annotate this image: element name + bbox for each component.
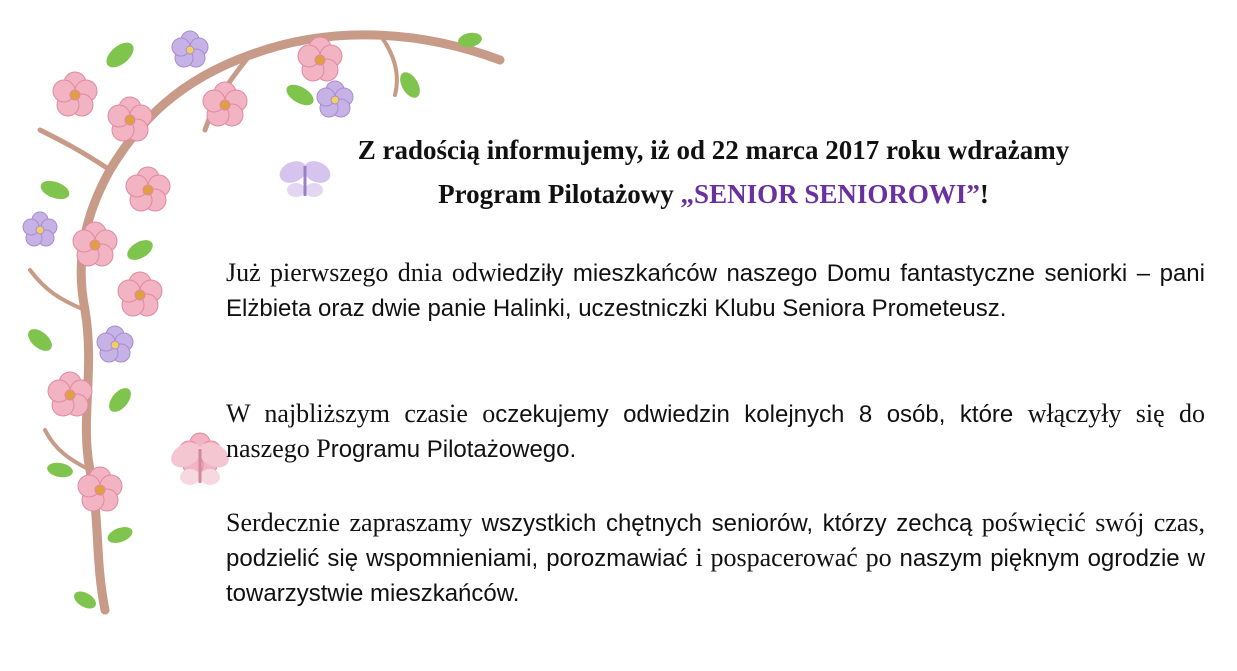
p2-part-c: włączyły się do naszego P bbox=[226, 399, 1205, 463]
p2-part-b: czekujemy odwiedzin kolejnych 8 osób, które bbox=[495, 401, 1014, 428]
p2-part-a: W najbliższym czasie o bbox=[226, 399, 496, 428]
paragraph-upcoming-visits bbox=[226, 397, 1205, 467]
p3-part-b: wszystkich chętnych seniorów, którzy zechcą bbox=[481, 510, 973, 537]
heading-suffix: ! bbox=[979, 179, 989, 209]
heading-line-2 bbox=[190, 172, 1237, 216]
p3-part-f: naszym pięknym ogrodzie w towarzystwie mieszkańców. bbox=[226, 545, 1205, 607]
paragraph-first-visit bbox=[226, 256, 1205, 326]
p2-part-d: rogramu Pilotażowego. bbox=[330, 436, 577, 463]
p3-part-a: Serdecznie zapraszamy bbox=[226, 508, 482, 537]
p3-part-e: i pospacerować po bbox=[687, 543, 900, 572]
p1-part-a: Już pierwszego dnia odw bbox=[226, 258, 497, 287]
p3-part-c: poświęcić swój czas, bbox=[972, 508, 1206, 537]
heading-prefix: Program Pilotażowy bbox=[438, 179, 681, 209]
announcement-heading bbox=[190, 128, 1237, 216]
paragraph-invitation bbox=[226, 506, 1205, 611]
program-name: „SENIOR SENIOROWI” bbox=[680, 179, 980, 209]
p1-part-b: iedziły mieszkańców naszego Domu fantastyczne seniorki – pani Elżbieta o bbox=[226, 260, 1205, 322]
p3-part-d: podzielić się wspomnieniami, porozmawiać bbox=[226, 545, 688, 572]
p1-part-c: raz dwie panie Halinki, uczestniczki Klubu Seniora Prometeusz. bbox=[331, 295, 1007, 322]
heading-line-1: Z radością informujemy, iż od 22 marca 2017 roku wdrażamy bbox=[357, 135, 1070, 165]
